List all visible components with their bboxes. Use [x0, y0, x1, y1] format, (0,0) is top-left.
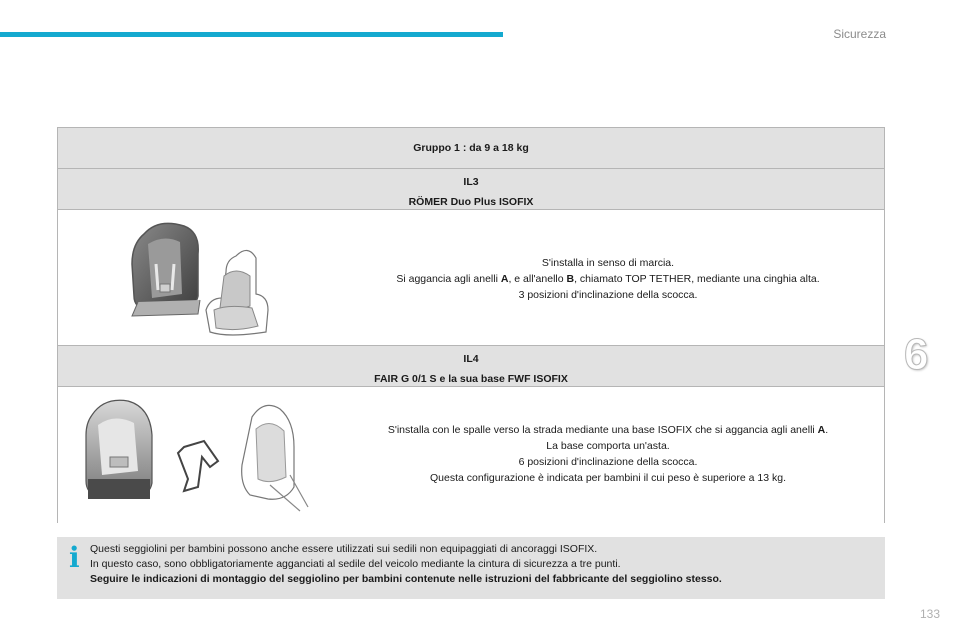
seat-detail-row	[58, 387, 884, 523]
page-number: 133	[919, 607, 940, 621]
seat-header-row	[58, 346, 884, 387]
chapter-number: 6	[904, 330, 929, 379]
child-seat-table	[57, 127, 885, 523]
section-title: Sicurezza	[833, 27, 886, 41]
seat-code: IL4	[463, 353, 479, 365]
info-note-text: Questi seggiolini per bambini possono anche essere utilizzati sui sedili non equipaggiati di ancoraggi ISOFIX. In questo caso, sono obbligatoriamente agganciati al sedile del veicolo mediante la cintura di sicurezza a tre punti. Seguire le indicazioni di montaggio del seggiolino per bambini contenute nelle istruzioni del fabbricante del seggiolino stesso.	[90, 543, 722, 585]
group-title: Gruppo 1 : da 9 a 18 kg	[413, 142, 529, 154]
seat-name: RÖMER Duo Plus ISOFIX	[408, 196, 534, 208]
seat-header-row	[58, 169, 884, 210]
romer-duo-plus-seat-illustration	[118, 214, 278, 342]
group-header-row	[58, 128, 884, 169]
seat-detail-row	[58, 210, 884, 346]
seat-name: FAIR G 0/1 S e la sua base FWF ISOFIX	[374, 373, 568, 385]
info-icon: i	[69, 541, 80, 574]
seat-description: S'installa in senso di marcia. Si aggancia agli anelli A, e all'anello B, chiamato TOP TETHER, mediante una cinghia alta. 3 posizioni d'inclinazione della scocca.	[396, 257, 820, 301]
seat-code: IL3	[463, 176, 479, 188]
header-accent-bar	[0, 32, 503, 37]
info-note	[57, 537, 885, 599]
seat-description: S'installa con le spalle verso la strada mediante una base ISOFIX che si aggancia agli anelli A. La base comporta un'asta. 6 posizioni d'inclinazione della scocca. Questa configurazione è indicata per bambini il cui peso è superiore a 13 kg.	[387, 424, 829, 484]
fair-g-seat-illustration	[80, 395, 320, 515]
